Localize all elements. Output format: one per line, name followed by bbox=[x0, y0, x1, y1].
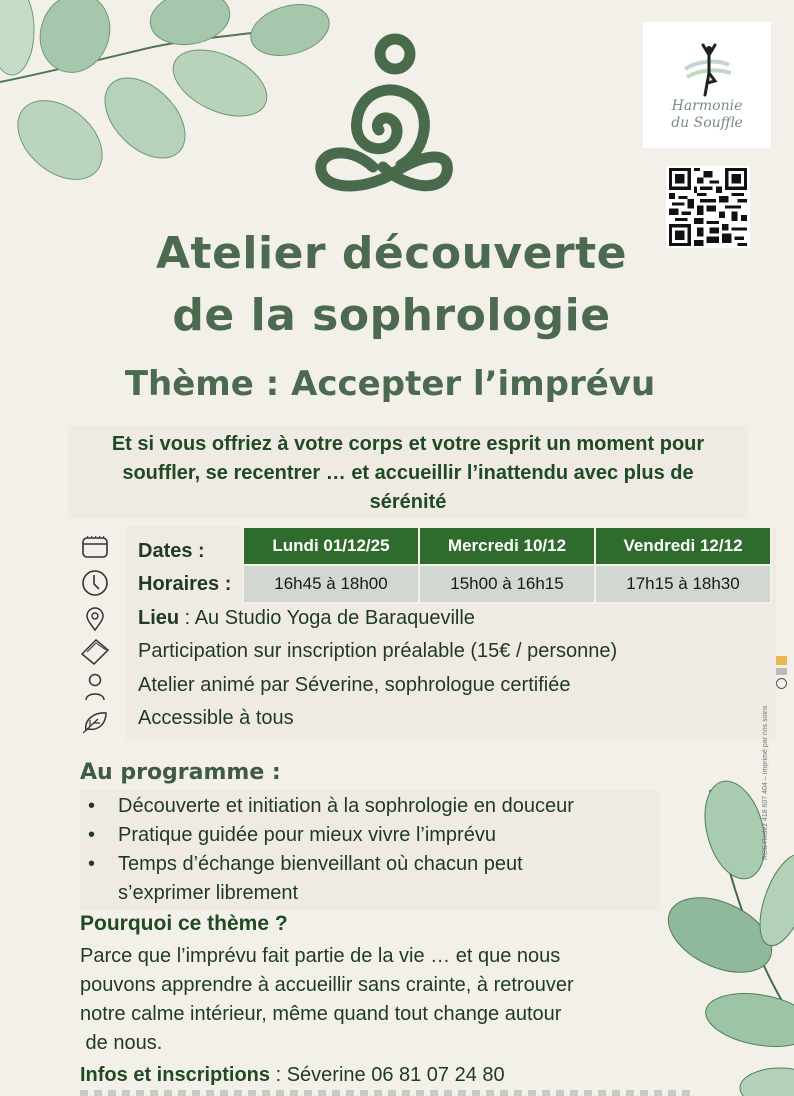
intro-line1: Et si vous offriez à votre corps et votre esprit un moment pour bbox=[111, 433, 705, 455]
programme-item-continuation bbox=[88, 879, 574, 908]
intro-box bbox=[68, 426, 748, 518]
meditation-spiral-icon bbox=[313, 32, 453, 202]
programme-item bbox=[88, 792, 574, 821]
why-line: Parce que l’imprévu fait partie de la vie … et que nous bbox=[80, 945, 561, 967]
place-label: Lieu bbox=[138, 607, 180, 629]
recycle-icon bbox=[776, 678, 787, 689]
programme-item bbox=[88, 821, 574, 850]
leaves-decoration-bottom-right bbox=[650, 770, 794, 1096]
yoga-tree-pose-icon bbox=[677, 39, 737, 97]
programme-item-text: Temps d’échange bienveillant où chacun peut bbox=[118, 853, 523, 875]
schedule-table bbox=[242, 526, 772, 604]
schedule-dates-row bbox=[243, 527, 771, 565]
programme-item-text: s’exprimer librement bbox=[118, 882, 299, 904]
schedule-hours-row bbox=[243, 565, 771, 603]
accessibility-info: Accessible à tous bbox=[138, 707, 294, 729]
place-info bbox=[138, 607, 475, 630]
participation-info: Participation sur inscription préalable (15€ / personne) bbox=[138, 640, 618, 662]
page-title-line1: Atelier découverte bbox=[155, 228, 628, 279]
person-icon bbox=[78, 672, 112, 702]
cut-off-text-line bbox=[80, 1090, 690, 1096]
theme-subtitle: Thème : Accepter l’imprévu bbox=[124, 364, 656, 404]
programme-item-text: Découverte et initiation à la sophrologie en douceur bbox=[118, 795, 574, 817]
why-title: Pourquoi ce thème ? bbox=[80, 912, 288, 935]
intro-line2: souffler, se recentrer … et accueillir l’inattendu avec plus de bbox=[122, 462, 694, 484]
why-text bbox=[80, 942, 670, 1058]
harmonie-du-souffle-logo bbox=[643, 22, 771, 148]
why-line: pouvons apprendre à accueillir sans crainte, à retrouver bbox=[80, 974, 574, 996]
tag-icon bbox=[78, 637, 112, 667]
bullet: • bbox=[88, 824, 96, 846]
leaf-icon bbox=[78, 706, 112, 736]
badge-icon bbox=[776, 656, 787, 665]
logo-text-line2: du Souffle bbox=[671, 115, 743, 131]
page-title-line2: de la sophrologie bbox=[172, 290, 611, 341]
contact-label: Infos et inscriptions bbox=[80, 1064, 271, 1086]
programme-title: Au programme : bbox=[80, 760, 281, 785]
dates-label: Dates : bbox=[138, 540, 205, 562]
why-line: de nous. bbox=[80, 1032, 163, 1054]
intro-line3: sérénité bbox=[369, 491, 447, 513]
schedule-hours-3: 17h15 à 18h30 bbox=[595, 565, 771, 603]
schedule-date-3: Vendredi 12/12 bbox=[595, 527, 771, 565]
contact-value[interactable]: : Séverine 06 81 07 24 80 bbox=[270, 1064, 505, 1086]
calendar-icon bbox=[78, 532, 112, 562]
animator-info: Atelier animé par Séverine, sophrologue certifiée bbox=[138, 674, 571, 696]
location-pin-icon bbox=[78, 604, 112, 634]
programme-list bbox=[88, 792, 574, 908]
card-icon bbox=[776, 668, 787, 675]
logo-text-line1: Harmonie bbox=[671, 98, 743, 114]
side-icons bbox=[776, 656, 790, 689]
schedule-date-1: Lundi 01/12/25 bbox=[243, 527, 419, 565]
why-line: notre calme intérieur, même quand tout change autour bbox=[80, 1003, 562, 1025]
schedule-date-2: Mercredi 10/12 bbox=[419, 527, 595, 565]
legal-note: RCS Rodez 418 607 404 – Imprimé par nos soins bbox=[762, 705, 769, 860]
programme-item bbox=[88, 850, 574, 879]
programme-item-text: Pratique guidée pour mieux vivre l’imprévu bbox=[118, 824, 496, 846]
clock-icon bbox=[78, 568, 112, 598]
leaves-decoration-top-left bbox=[0, 0, 330, 200]
schedule-hours-1: 16h45 à 18h00 bbox=[243, 565, 419, 603]
bullet: • bbox=[88, 795, 96, 817]
bullet: • bbox=[88, 853, 96, 875]
schedule-hours-2: 15h00 à 16h15 bbox=[419, 565, 595, 603]
hours-label: Horaires : bbox=[138, 573, 232, 595]
place-value: : Au Studio Yoga de Baraqueville bbox=[179, 607, 475, 629]
contact-info bbox=[80, 1064, 505, 1087]
